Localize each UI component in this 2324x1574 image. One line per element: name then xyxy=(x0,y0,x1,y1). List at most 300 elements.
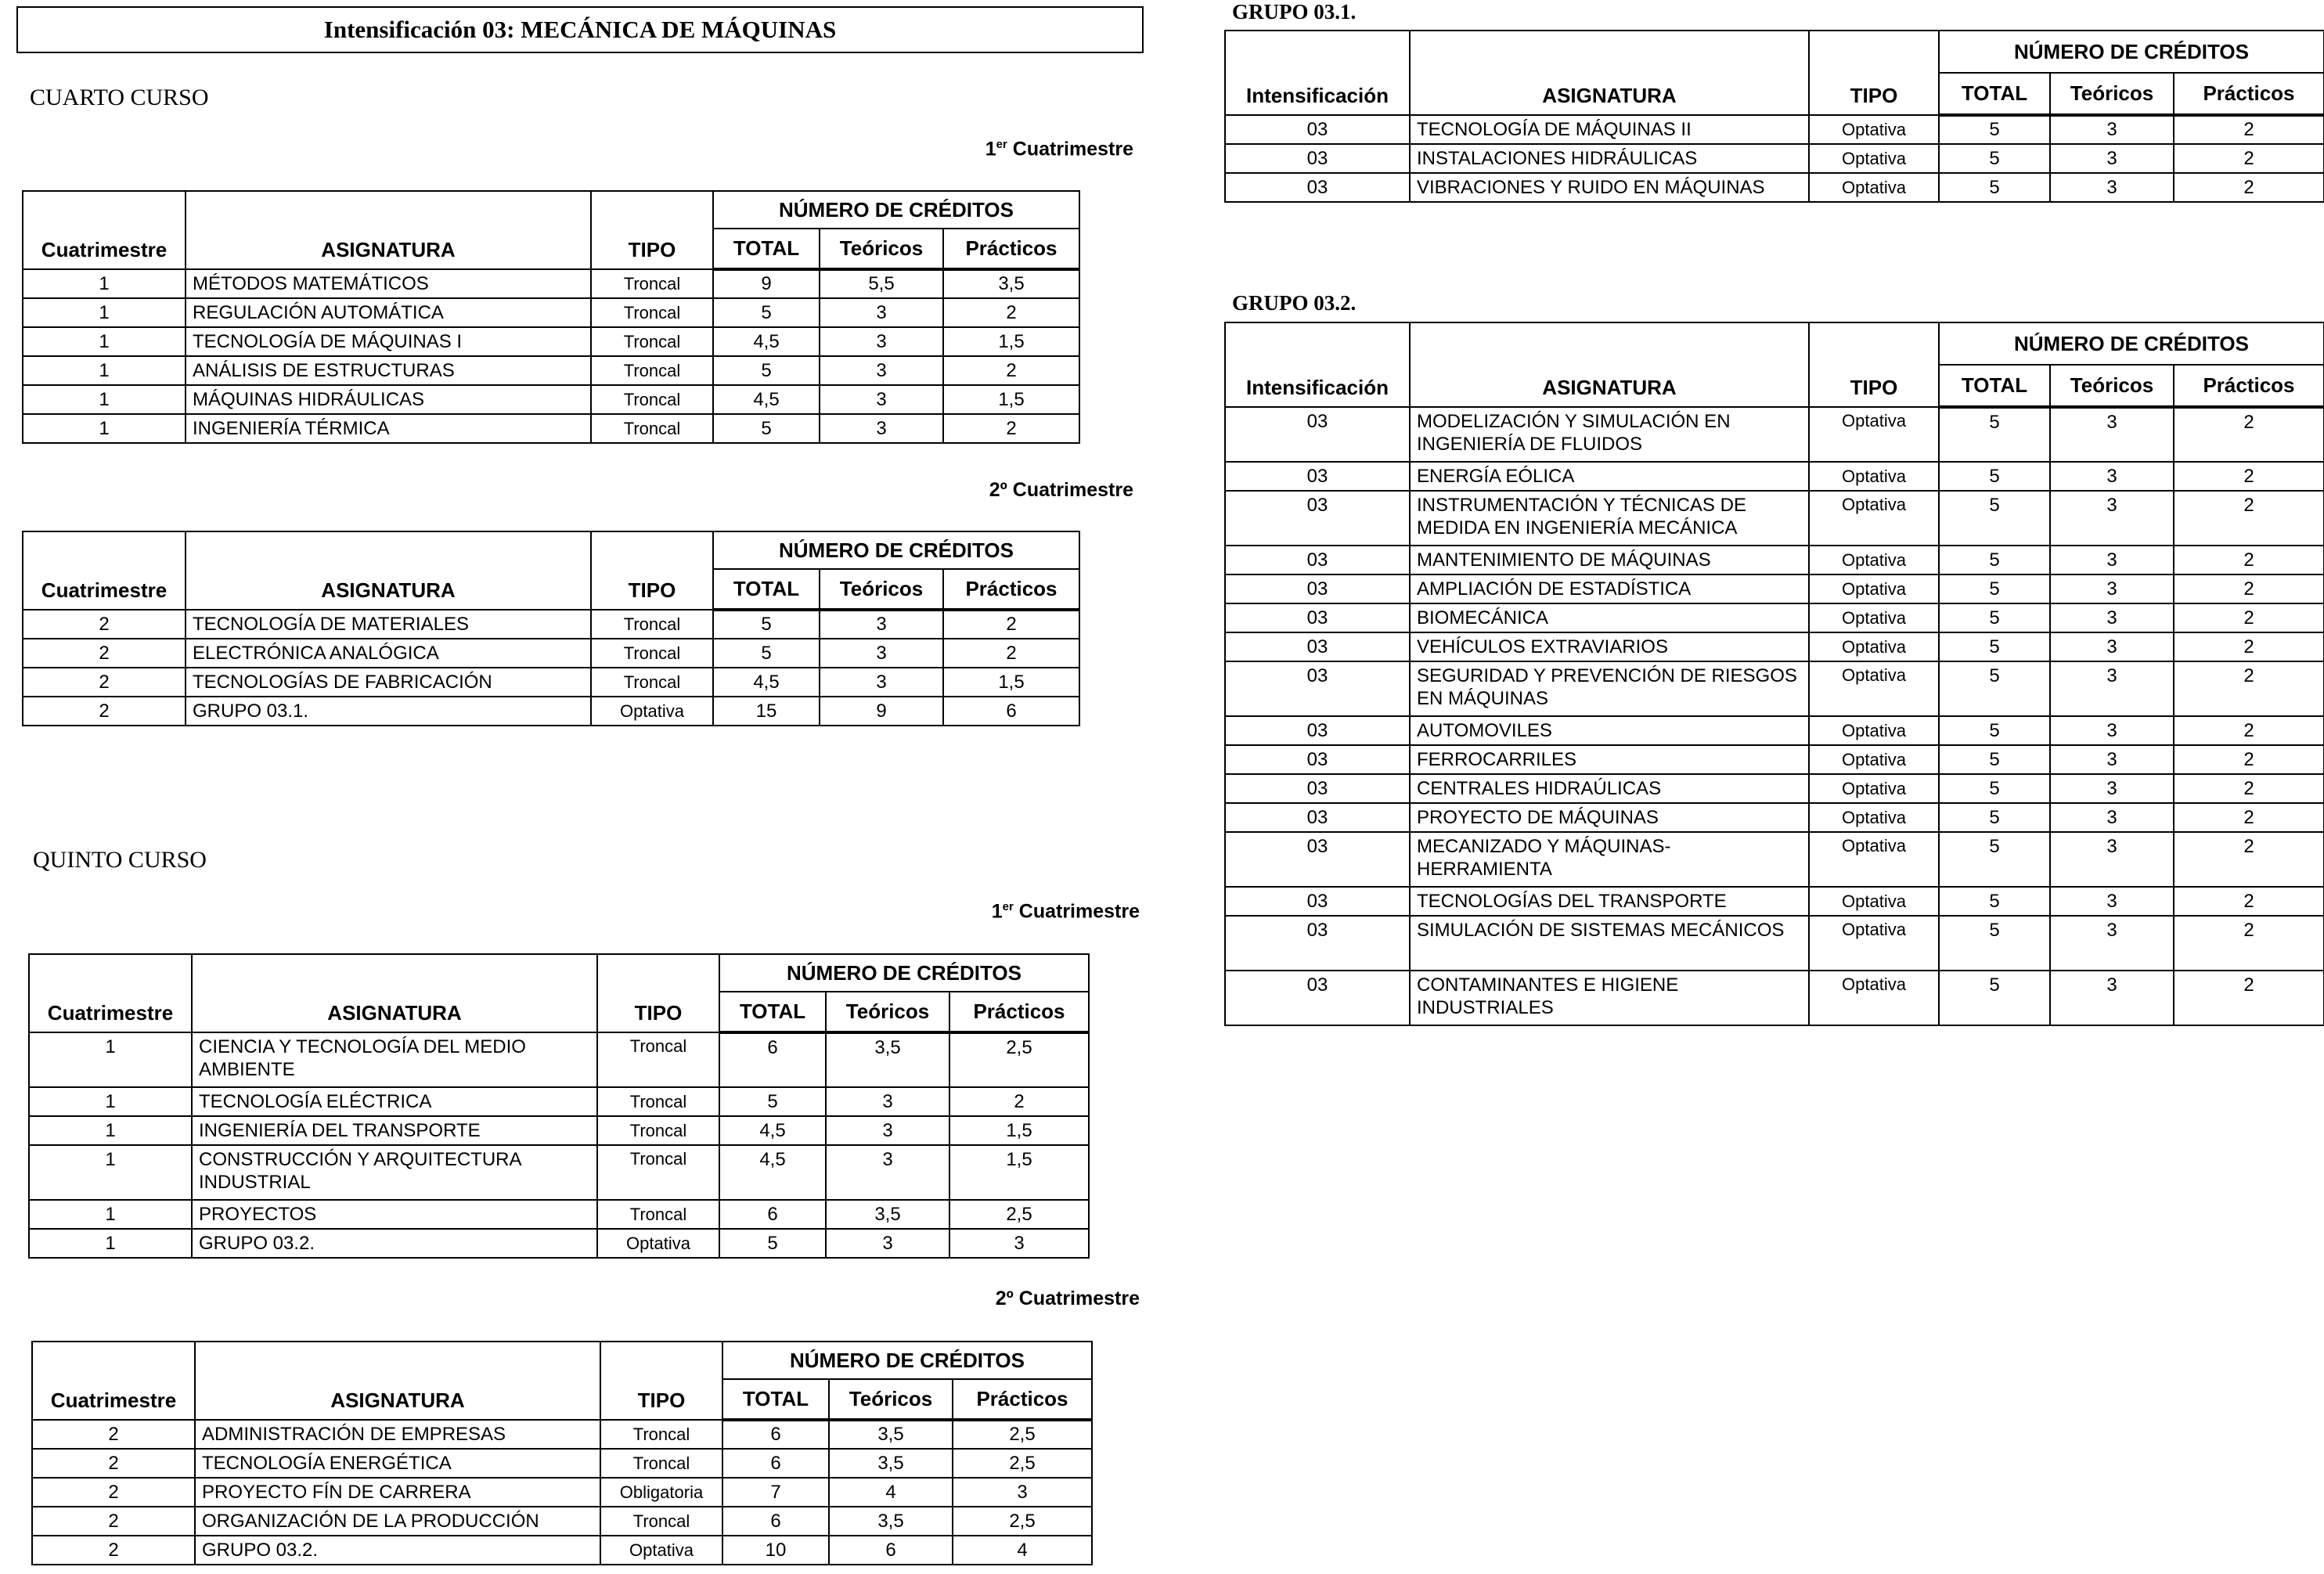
cell-practicos: 2 xyxy=(2174,716,2324,745)
cell-asignatura: MÉTODOS MATEMÁTICOS xyxy=(186,269,591,298)
cell-tipo: Troncal xyxy=(591,668,713,697)
cell-asignatura: BIOMECÁNICA xyxy=(1410,603,1809,632)
cell-intensificacion: 03 xyxy=(1225,716,1410,745)
cell-cuatrimestre: 1 xyxy=(29,1032,192,1087)
cell-intensificacion: 03 xyxy=(1225,916,1410,971)
col-header-asignatura: ASIGNATURA xyxy=(195,1342,600,1420)
header-row xyxy=(1225,31,2324,73)
cell-tipo: Optativa xyxy=(1809,173,1939,202)
cell-practicos: 2 xyxy=(943,639,1079,668)
cell-asignatura: FERROCARRILES xyxy=(1410,745,1809,774)
cell-intensificacion: 03 xyxy=(1225,603,1410,632)
cell-teoricos: 3 xyxy=(820,327,943,356)
col-header-teoricos: Teóricos xyxy=(820,229,943,269)
cell-tipo: Troncal xyxy=(591,298,713,327)
cell-teoricos: 3 xyxy=(820,639,943,668)
cell-teoricos: 3 xyxy=(2050,546,2174,574)
cell-total: 5 xyxy=(713,414,820,443)
cell-teoricos: 3 xyxy=(820,298,943,327)
table-row xyxy=(23,298,1079,327)
cell-tipo: Optativa xyxy=(1809,916,1939,971)
cell-tipo: Optativa xyxy=(1809,716,1939,745)
cell-total: 5 xyxy=(1939,173,2050,202)
cell-total: 5 xyxy=(1939,887,2050,916)
cell-asignatura: ELECTRÓNICA ANALÓGICA xyxy=(186,639,591,668)
table-row xyxy=(1225,832,2324,887)
col-header-practicos: Prácticos xyxy=(2174,73,2324,115)
col-header-practicos: Prácticos xyxy=(943,229,1079,269)
cell-practicos: 2 xyxy=(949,1087,1089,1116)
cell-practicos: 2 xyxy=(2174,115,2324,144)
cell-cuatrimestre: 1 xyxy=(23,414,186,443)
table-row xyxy=(23,697,1079,726)
col-header-tipo: TIPO xyxy=(591,191,713,269)
cell-intensificacion: 03 xyxy=(1225,491,1410,546)
cell-practicos: 3 xyxy=(953,1478,1092,1507)
table-row xyxy=(29,1229,1089,1258)
cell-cuatrimestre: 2 xyxy=(23,610,186,639)
cell-practicos: 2,5 xyxy=(949,1200,1089,1229)
cell-asignatura: PROYECTOS xyxy=(192,1200,597,1229)
cell-teoricos: 3 xyxy=(2050,887,2174,916)
cell-teoricos: 3 xyxy=(820,668,943,697)
grupo-032-table xyxy=(1224,322,2324,1026)
cell-teoricos: 3 xyxy=(2050,115,2174,144)
table-row xyxy=(1225,407,2324,462)
cell-teoricos: 3 xyxy=(820,610,943,639)
cell-tipo: Troncal xyxy=(600,1507,722,1536)
cell-cuatrimestre: 2 xyxy=(23,668,186,697)
cell-practicos: 2 xyxy=(2174,803,2324,832)
cell-asignatura: MÁQUINAS HIDRÁULICAS xyxy=(186,385,591,414)
table-row xyxy=(23,610,1079,639)
cell-teoricos: 3 xyxy=(826,1087,949,1116)
cell-asignatura: INSTRUMENTACIÓN Y TÉCNICAS DE MEDIDA EN INGENIERÍA MECÁNICA xyxy=(1410,491,1809,546)
cell-asignatura: VIBRACIONES Y RUIDO EN MÁQUINAS xyxy=(1410,173,1809,202)
cell-asignatura: SIMULACIÓN DE SISTEMAS MECÁNICOS xyxy=(1410,916,1809,971)
cell-asignatura: TECNOLOGÍA DE MATERIALES xyxy=(186,610,591,639)
cell-asignatura: ORGANIZACIÓN DE LA PRODUCCIÓN xyxy=(195,1507,600,1536)
cell-asignatura: GRUPO 03.2. xyxy=(192,1229,597,1258)
cell-tipo: Optativa xyxy=(1809,115,1939,144)
cell-practicos: 1,5 xyxy=(949,1145,1089,1200)
table-row xyxy=(29,1032,1089,1087)
cell-total: 6 xyxy=(719,1032,826,1087)
cell-teoricos: 3 xyxy=(826,1116,949,1145)
cell-practicos: 2,5 xyxy=(953,1420,1092,1449)
cell-teoricos: 3,5 xyxy=(826,1200,949,1229)
cell-cuatrimestre: 1 xyxy=(29,1145,192,1200)
cell-tipo: Troncal xyxy=(591,639,713,668)
cell-teoricos: 3 xyxy=(2050,407,2174,462)
cell-teoricos: 5,5 xyxy=(820,269,943,298)
cell-teoricos: 3,5 xyxy=(829,1507,953,1536)
cell-practicos: 3 xyxy=(949,1229,1089,1258)
cell-asignatura: AUTOMOVILES xyxy=(1410,716,1809,745)
cell-cuatrimestre: 2 xyxy=(23,697,186,726)
cell-total: 5 xyxy=(1939,462,2050,491)
cell-total: 5 xyxy=(713,298,820,327)
cell-asignatura: TECNOLOGÍA DE MÁQUINAS II xyxy=(1410,115,1809,144)
cell-practicos: 2 xyxy=(2174,491,2324,546)
cell-tipo: Troncal xyxy=(591,385,713,414)
table-row xyxy=(1225,491,2324,546)
cell-total: 4,5 xyxy=(719,1145,826,1200)
col-header-practicos: Prácticos xyxy=(2174,365,2324,407)
table-row xyxy=(1225,745,2324,774)
cell-tipo: Optativa xyxy=(1809,971,1939,1025)
cell-total: 4,5 xyxy=(713,385,820,414)
col-header-tipo: TIPO xyxy=(597,954,719,1032)
cell-teoricos: 3 xyxy=(2050,745,2174,774)
cell-teoricos: 3 xyxy=(826,1229,949,1258)
cell-total: 10 xyxy=(722,1536,829,1565)
cell-asignatura: INGENIERÍA TÉRMICA xyxy=(186,414,591,443)
cell-practicos: 2 xyxy=(2174,832,2324,887)
cell-cuatrimestre: 1 xyxy=(29,1229,192,1258)
quinto-sem1-heading: 1er Cuatrimestre xyxy=(991,900,1140,923)
cell-tipo: Troncal xyxy=(591,327,713,356)
cell-asignatura: GRUPO 03.2. xyxy=(195,1536,600,1565)
cell-cuatrimestre: 2 xyxy=(32,1478,195,1507)
cell-asignatura: CONSTRUCCIÓN Y ARQUITECTURA INDUSTRIAL xyxy=(192,1145,597,1200)
cell-practicos: 2 xyxy=(2174,144,2324,173)
table-row xyxy=(23,356,1079,385)
cell-teoricos: 3 xyxy=(2050,491,2174,546)
table-row xyxy=(1225,574,2324,603)
col-header-tipo: TIPO xyxy=(600,1342,722,1420)
cell-tipo: Optativa xyxy=(1809,803,1939,832)
quinto-sem1-table xyxy=(28,953,1090,1259)
cell-total: 5 xyxy=(1939,144,2050,173)
cell-practicos: 2,5 xyxy=(949,1032,1089,1087)
col-header-total: TOTAL xyxy=(1939,365,2050,407)
quinto-curso-heading: QUINTO CURSO xyxy=(33,847,207,873)
cell-teoricos: 3 xyxy=(2050,144,2174,173)
cuarto-sem1-table xyxy=(22,190,1080,444)
cell-tipo: Optativa xyxy=(591,697,713,726)
table-row xyxy=(32,1507,1092,1536)
header-row xyxy=(23,531,1079,569)
col-header-cuatrimestre: Cuatrimestre xyxy=(23,191,186,269)
cell-total: 6 xyxy=(722,1507,829,1536)
cell-total: 5 xyxy=(1939,661,2050,716)
cell-teoricos: 3 xyxy=(820,414,943,443)
cell-cuatrimestre: 2 xyxy=(32,1536,195,1565)
cell-teoricos: 3 xyxy=(2050,632,2174,661)
cell-total: 5 xyxy=(713,639,820,668)
cell-total: 5 xyxy=(1939,774,2050,803)
cell-total: 15 xyxy=(713,697,820,726)
table-row xyxy=(1225,115,2324,144)
cell-cuatrimestre: 1 xyxy=(23,269,186,298)
cell-cuatrimestre: 1 xyxy=(29,1116,192,1145)
col-header-practicos: Prácticos xyxy=(949,992,1089,1032)
col-header-asignatura: ASIGNATURA xyxy=(1410,31,1809,115)
cell-cuatrimestre: 1 xyxy=(23,298,186,327)
col-header-total: TOTAL xyxy=(713,569,820,610)
table-row xyxy=(1225,803,2324,832)
cell-intensificacion: 03 xyxy=(1225,971,1410,1025)
cell-teoricos: 3 xyxy=(2050,916,2174,971)
table-row xyxy=(1225,546,2324,574)
cell-total: 5 xyxy=(1939,574,2050,603)
cell-total: 5 xyxy=(713,610,820,639)
col-header-tipo: TIPO xyxy=(591,531,713,610)
cell-asignatura: MANTENIMIENTO DE MÁQUINAS xyxy=(1410,546,1809,574)
cell-practicos: 1,5 xyxy=(943,385,1079,414)
cell-practicos: 2 xyxy=(943,356,1079,385)
cell-practicos: 2,5 xyxy=(953,1507,1092,1536)
cell-practicos: 2 xyxy=(2174,407,2324,462)
table-row xyxy=(23,327,1079,356)
cuarto-sem1-heading: 1er Cuatrimestre xyxy=(985,138,1133,160)
cell-tipo: Optativa xyxy=(1809,774,1939,803)
quinto-sem2-heading: 2º Cuatrimestre xyxy=(995,1288,1140,1309)
cell-asignatura: ENERGÍA EÓLICA xyxy=(1410,462,1809,491)
table-row xyxy=(32,1449,1092,1478)
cell-practicos: 2 xyxy=(2174,745,2324,774)
cell-asignatura: AMPLIACIÓN DE ESTADÍSTICA xyxy=(1410,574,1809,603)
cell-tipo: Troncal xyxy=(597,1087,719,1116)
col-header-total: TOTAL xyxy=(722,1379,829,1420)
cuarto-sem2-heading: 2º Cuatrimestre xyxy=(989,479,1133,501)
cell-tipo: Optativa xyxy=(1809,632,1939,661)
cell-intensificacion: 03 xyxy=(1225,462,1410,491)
cell-tipo: Troncal xyxy=(591,414,713,443)
cell-practicos: 2 xyxy=(943,610,1079,639)
col-header-numero-creditos: NÚMERO DE CRÉDITOS xyxy=(719,954,1089,992)
table-row xyxy=(1225,173,2324,202)
col-header-total: TOTAL xyxy=(1939,73,2050,115)
cell-teoricos: 3 xyxy=(826,1145,949,1200)
cell-intensificacion: 03 xyxy=(1225,774,1410,803)
cell-cuatrimestre: 1 xyxy=(29,1200,192,1229)
cell-asignatura: TECNOLOGÍAS DEL TRANSPORTE xyxy=(1410,887,1809,916)
cell-asignatura: ANÁLISIS DE ESTRUCTURAS xyxy=(186,356,591,385)
cell-practicos: 3,5 xyxy=(943,269,1079,298)
cell-asignatura: TECNOLOGÍAS DE FABRICACIÓN xyxy=(186,668,591,697)
col-header-asignatura: ASIGNATURA xyxy=(186,191,591,269)
cell-asignatura: SEGURIDAD Y PREVENCIÓN DE RIESGOS EN MÁQUINAS xyxy=(1410,661,1809,716)
cell-total: 5 xyxy=(1939,546,2050,574)
col-header-practicos: Prácticos xyxy=(953,1379,1092,1420)
header-row xyxy=(1225,322,2324,365)
cell-intensificacion: 03 xyxy=(1225,574,1410,603)
cell-tipo: Optativa xyxy=(1809,407,1939,462)
cell-practicos: 2 xyxy=(2174,173,2324,202)
cell-total: 5 xyxy=(719,1087,826,1116)
col-header-asignatura: ASIGNATURA xyxy=(192,954,597,1032)
cell-asignatura: MECANIZADO Y MÁQUINAS-HERRAMIENTA xyxy=(1410,832,1809,887)
cuarto-curso-heading: CUARTO CURSO xyxy=(30,85,209,110)
cell-tipo: Optativa xyxy=(1809,462,1939,491)
cell-cuatrimestre: 2 xyxy=(23,639,186,668)
cell-practicos: 2 xyxy=(2174,661,2324,716)
cell-tipo: Optativa xyxy=(1809,546,1939,574)
cell-teoricos: 4 xyxy=(829,1478,953,1507)
cell-teoricos: 6 xyxy=(829,1536,953,1565)
col-header-total: TOTAL xyxy=(713,229,820,269)
cell-practicos: 6 xyxy=(943,697,1079,726)
cell-teoricos: 3 xyxy=(2050,574,2174,603)
cell-tipo: Optativa xyxy=(597,1229,719,1258)
cell-cuatrimestre: 1 xyxy=(23,356,186,385)
cell-practicos: 2 xyxy=(2174,574,2324,603)
cell-total: 5 xyxy=(719,1229,826,1258)
cell-practicos: 1,5 xyxy=(943,327,1079,356)
cell-total: 5 xyxy=(1939,832,2050,887)
cell-total: 6 xyxy=(719,1200,826,1229)
col-header-intensificacion: Intensificación xyxy=(1225,31,1410,115)
col-header-practicos: Prácticos xyxy=(943,569,1079,610)
cell-tipo: Optativa xyxy=(1809,574,1939,603)
cuarto-sem2-table xyxy=(22,531,1080,726)
cell-tipo: Optativa xyxy=(1809,887,1939,916)
cell-teoricos: 3,5 xyxy=(826,1032,949,1087)
col-header-cuatrimestre: Cuatrimestre xyxy=(32,1342,195,1420)
cell-asignatura: PROYECTO FÍN DE CARRERA xyxy=(195,1478,600,1507)
cell-cuatrimestre: 1 xyxy=(23,327,186,356)
cell-asignatura: REGULACIÓN AUTOMÁTICA xyxy=(186,298,591,327)
col-header-cuatrimestre: Cuatrimestre xyxy=(29,954,192,1032)
cell-tipo: Optativa xyxy=(1809,491,1939,546)
cell-asignatura: INGENIERÍA DEL TRANSPORTE xyxy=(192,1116,597,1145)
cell-asignatura: TECNOLOGÍA DE MÁQUINAS I xyxy=(186,327,591,356)
cell-practicos: 2 xyxy=(2174,971,2324,1025)
cell-teoricos: 3 xyxy=(2050,832,2174,887)
table-row xyxy=(1225,716,2324,745)
cell-practicos: 2 xyxy=(2174,603,2324,632)
cell-intensificacion: 03 xyxy=(1225,173,1410,202)
cell-cuatrimestre: 1 xyxy=(23,385,186,414)
cell-intensificacion: 03 xyxy=(1225,115,1410,144)
cell-teoricos: 3 xyxy=(2050,603,2174,632)
table-row xyxy=(32,1478,1092,1507)
col-header-numero-creditos: NÚMERO DE CRÉDITOS xyxy=(1939,322,2324,365)
cell-tipo: Troncal xyxy=(597,1145,719,1200)
cell-total: 6 xyxy=(722,1449,829,1478)
cell-practicos: 2 xyxy=(943,414,1079,443)
cell-cuatrimestre: 2 xyxy=(32,1449,195,1478)
cell-asignatura: CIENCIA Y TECNOLOGÍA DEL MEDIO AMBIENTE xyxy=(192,1032,597,1087)
cell-intensificacion: 03 xyxy=(1225,661,1410,716)
cell-teoricos: 3 xyxy=(820,385,943,414)
col-header-teoricos: Teóricos xyxy=(820,569,943,610)
col-header-total: TOTAL xyxy=(719,992,826,1032)
table-row xyxy=(29,1116,1089,1145)
col-header-numero-creditos: NÚMERO DE CRÉDITOS xyxy=(713,191,1079,229)
cell-tipo: Troncal xyxy=(600,1449,722,1478)
col-header-numero-creditos: NÚMERO DE CRÉDITOS xyxy=(722,1342,1092,1379)
cell-practicos: 1,5 xyxy=(943,668,1079,697)
cell-asignatura: MODELIZACIÓN Y SIMULACIÓN EN INGENIERÍA DE FLUIDOS xyxy=(1410,407,1809,462)
cell-teoricos: 3,5 xyxy=(829,1449,953,1478)
cell-practicos: 2 xyxy=(2174,887,2324,916)
grupo-032-heading: GRUPO 03.2. xyxy=(1232,291,1357,315)
col-header-tipo: TIPO xyxy=(1809,31,1939,115)
table-row xyxy=(1225,144,2324,173)
cell-total: 5 xyxy=(1939,632,2050,661)
cell-intensificacion: 03 xyxy=(1225,887,1410,916)
cell-intensificacion: 03 xyxy=(1225,632,1410,661)
cell-total: 4,5 xyxy=(719,1116,826,1145)
cell-intensificacion: 03 xyxy=(1225,407,1410,462)
cell-tipo: Troncal xyxy=(597,1200,719,1229)
cell-intensificacion: 03 xyxy=(1225,803,1410,832)
cell-intensificacion: 03 xyxy=(1225,144,1410,173)
cell-total: 5 xyxy=(1939,491,2050,546)
table-row xyxy=(23,639,1079,668)
cell-total: 5 xyxy=(1939,115,2050,144)
cell-asignatura: ADMINISTRACIÓN DE EMPRESAS xyxy=(195,1420,600,1449)
cell-practicos: 2,5 xyxy=(953,1449,1092,1478)
table-row xyxy=(1225,661,2324,716)
cell-cuatrimestre: 2 xyxy=(32,1420,195,1449)
cell-total: 7 xyxy=(722,1478,829,1507)
col-header-teoricos: Teóricos xyxy=(826,992,949,1032)
cell-total: 6 xyxy=(722,1420,829,1449)
table-row xyxy=(1225,971,2324,1025)
cell-teoricos: 3 xyxy=(2050,716,2174,745)
col-header-numero-creditos: NÚMERO DE CRÉDITOS xyxy=(1939,31,2324,73)
cell-teoricos: 3 xyxy=(2050,774,2174,803)
cell-teoricos: 3,5 xyxy=(829,1420,953,1449)
page-title: Intensificación 03: MECÁNICA DE MÁQUINAS xyxy=(16,6,1144,53)
table-row xyxy=(32,1420,1092,1449)
cell-teoricos: 3 xyxy=(2050,971,2174,1025)
cell-tipo: Obligatoria xyxy=(600,1478,722,1507)
table-row xyxy=(23,668,1079,697)
header-row xyxy=(23,191,1079,229)
cell-teoricos: 3 xyxy=(2050,462,2174,491)
cell-asignatura: GRUPO 03.1. xyxy=(186,697,591,726)
cell-total: 5 xyxy=(1939,407,2050,462)
cell-total: 5 xyxy=(1939,916,2050,971)
cell-tipo: Troncal xyxy=(600,1420,722,1449)
cell-total: 5 xyxy=(1939,803,2050,832)
table-row xyxy=(1225,632,2324,661)
cell-total: 4,5 xyxy=(713,668,820,697)
cell-tipo: Optativa xyxy=(1809,144,1939,173)
cell-total: 5 xyxy=(713,356,820,385)
quinto-sem2-table xyxy=(31,1341,1093,1565)
col-header-teoricos: Teóricos xyxy=(2050,365,2174,407)
cell-cuatrimestre: 2 xyxy=(32,1507,195,1536)
col-header-numero-creditos: NÚMERO DE CRÉDITOS xyxy=(713,531,1079,569)
cell-tipo: Troncal xyxy=(591,356,713,385)
cell-intensificacion: 03 xyxy=(1225,546,1410,574)
cell-tipo: Troncal xyxy=(597,1116,719,1145)
cell-practicos: 1,5 xyxy=(949,1116,1089,1145)
grupo-031-table xyxy=(1224,30,2324,203)
cell-teoricos: 9 xyxy=(820,697,943,726)
col-header-teoricos: Teóricos xyxy=(829,1379,953,1420)
cell-total: 5 xyxy=(1939,745,2050,774)
col-header-teoricos: Teóricos xyxy=(2050,73,2174,115)
cell-practicos: 2 xyxy=(2174,632,2324,661)
cell-tipo: Troncal xyxy=(591,610,713,639)
col-header-tipo: TIPO xyxy=(1809,322,1939,407)
cell-intensificacion: 03 xyxy=(1225,745,1410,774)
cell-asignatura: CENTRALES HIDRAÚLICAS xyxy=(1410,774,1809,803)
table-row xyxy=(1225,774,2324,803)
cell-practicos: 2 xyxy=(2174,546,2324,574)
cell-asignatura: PROYECTO DE MÁQUINAS xyxy=(1410,803,1809,832)
cell-cuatrimestre: 1 xyxy=(29,1087,192,1116)
cell-total: 5 xyxy=(1939,971,2050,1025)
cell-asignatura: VEHÍCULOS EXTRAVIARIOS xyxy=(1410,632,1809,661)
